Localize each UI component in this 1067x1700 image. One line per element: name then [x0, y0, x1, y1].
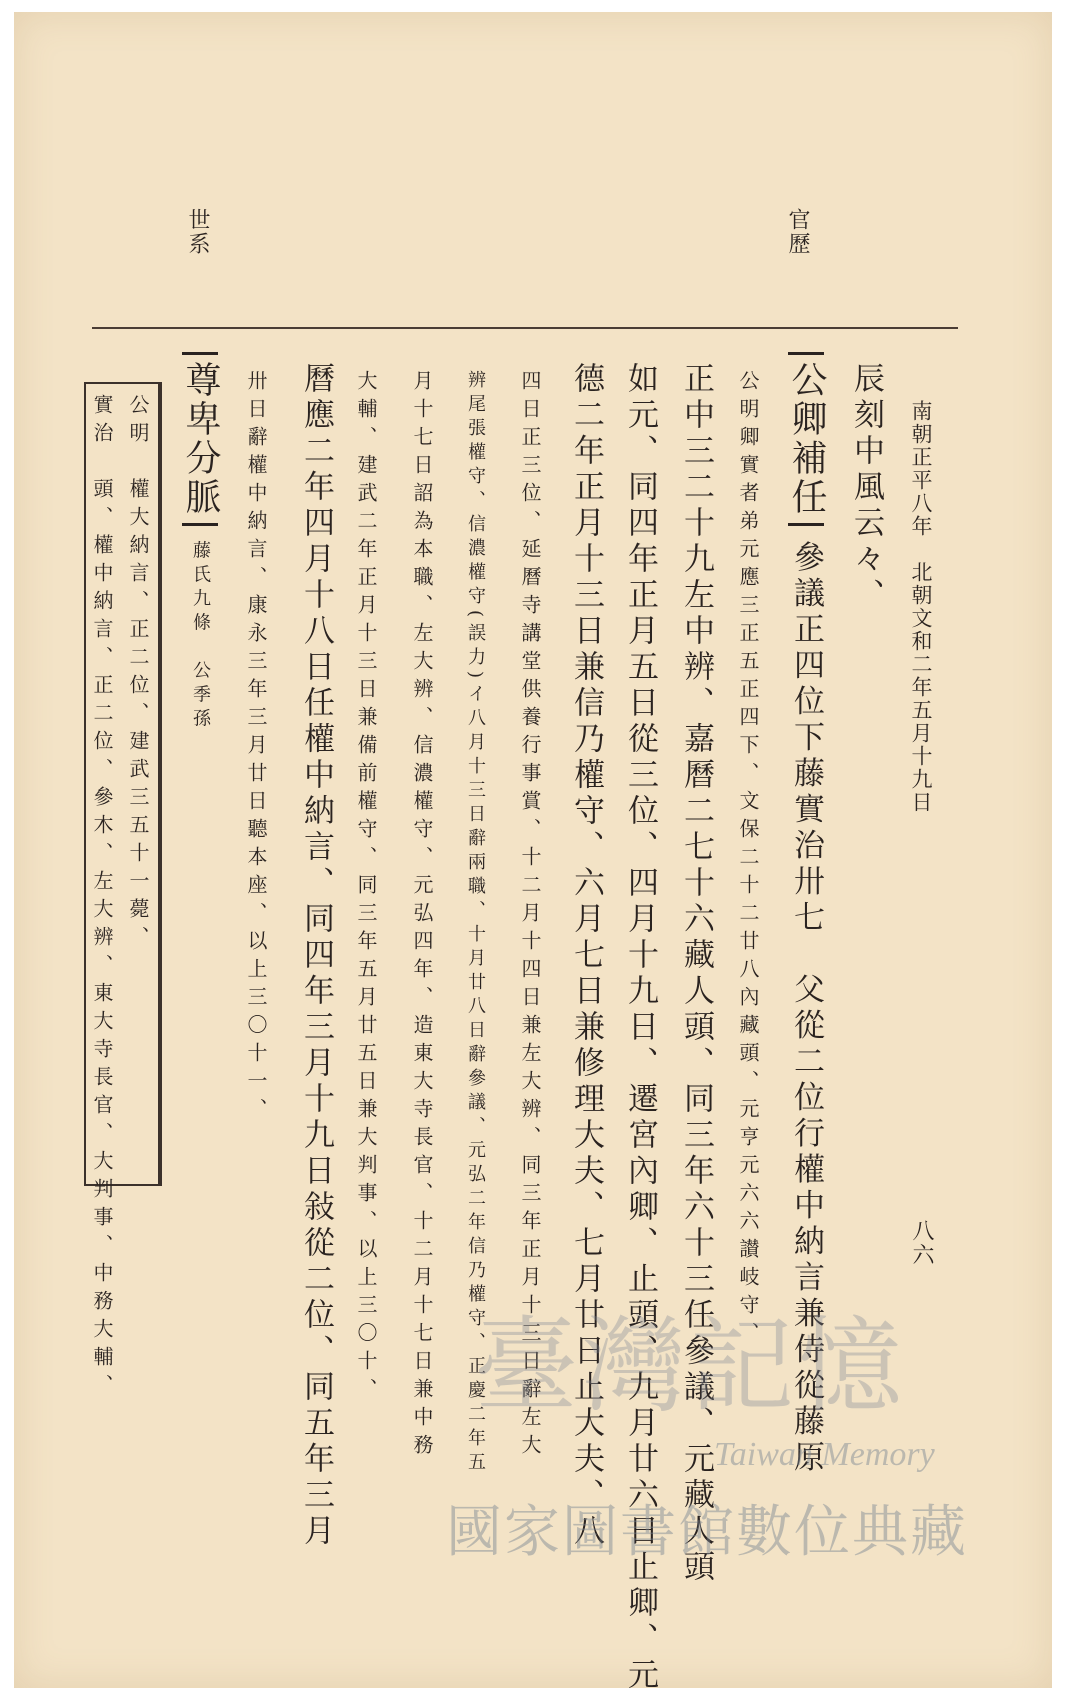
running-head: 南朝正平八年 北朝文和二年五月十九日 — [909, 400, 933, 814]
genealogy-column-komei: 公明 權大納言、正二位、建武三五十一薨、 — [126, 394, 150, 954]
watermark-english: Taiwan Memory — [714, 1436, 935, 1473]
text-column-3: 公明卿實者弟元應三正五正四下、文保二十二廿八內藏頭、元亨元六六讃岐守、 — [736, 370, 760, 1350]
book-page — [14, 12, 1052, 1694]
page-number: 八六 — [909, 1219, 934, 1267]
text-column-4: 正中三二十九左中辨、嘉曆二七十六藏人頭、同三年六十三任參議、元藏人頭 — [678, 362, 714, 1586]
text-column-11: 曆應二年四月十八日任權中納言、同四年三月十九日敍從二位、同五年三月 — [298, 362, 334, 1550]
text-column-2-body: 參議正四位下藤實治卅七 父從二位行權中納言兼侍從藤原 — [788, 540, 824, 1477]
text-column-13-body: 藤氏九條 公季孫 — [190, 540, 211, 733]
text-column-10: 大輔、建武二年正月十三日兼備前權守、同三年五月廿五日兼大判事、以上三〇十、 — [354, 370, 378, 1406]
text-column-9: 月十七日詔為本職、左大辨、信濃權守、元弘四年、造東大寺長官、十二月十七日兼中務 — [410, 370, 434, 1462]
text-column-13 — [180, 352, 221, 733]
text-column-6: 德二年正月十三日兼信乃權守、六月七日兼修理大夫、七月廿日止大夫、八 — [568, 362, 604, 1550]
label-kanreki: 官歷 — [785, 208, 810, 256]
header-rule — [92, 327, 958, 329]
label-sekei: 世系 — [185, 208, 210, 256]
section-heading-kugyo-bunin: 公卿補任 — [788, 352, 824, 526]
text-column-5: 如元、同四年正月五日從三位、四月十九日、遷宮內卿、止頭、九月廿六日止卿、元 — [622, 362, 658, 1694]
text-column-12: 卅日辭權中納言、康永三年三月廿日聽本座、以上三〇十一、 — [244, 370, 268, 1126]
section-heading-sonpi-bunmyaku: 尊卑分脈 — [182, 352, 218, 526]
genealogy-column-saneharu: 實治 頭、權中納言、正二位、參木、左大辨、東大寺長官、大判事、中務大輔、 — [90, 394, 114, 1402]
text-column-8: 辨尾張權守、信濃權守(誤力)イ八月十三日辭兩職、十月廿八日辭參議、元弘二年信乃權守、正慶二年五 — [465, 370, 486, 1477]
text-column-7: 四日正三位、延曆寺講堂供養行事賞、十二月十四日兼左大辨、同三年正月十三日辭左大 — [518, 370, 542, 1462]
watermark-logo: 臺灣記憶 — [474, 1305, 907, 1427]
text-column-1: 辰刻中風云々、 — [848, 362, 884, 614]
watermark-library: 國家圖書館數位典藏 — [446, 1500, 968, 1565]
